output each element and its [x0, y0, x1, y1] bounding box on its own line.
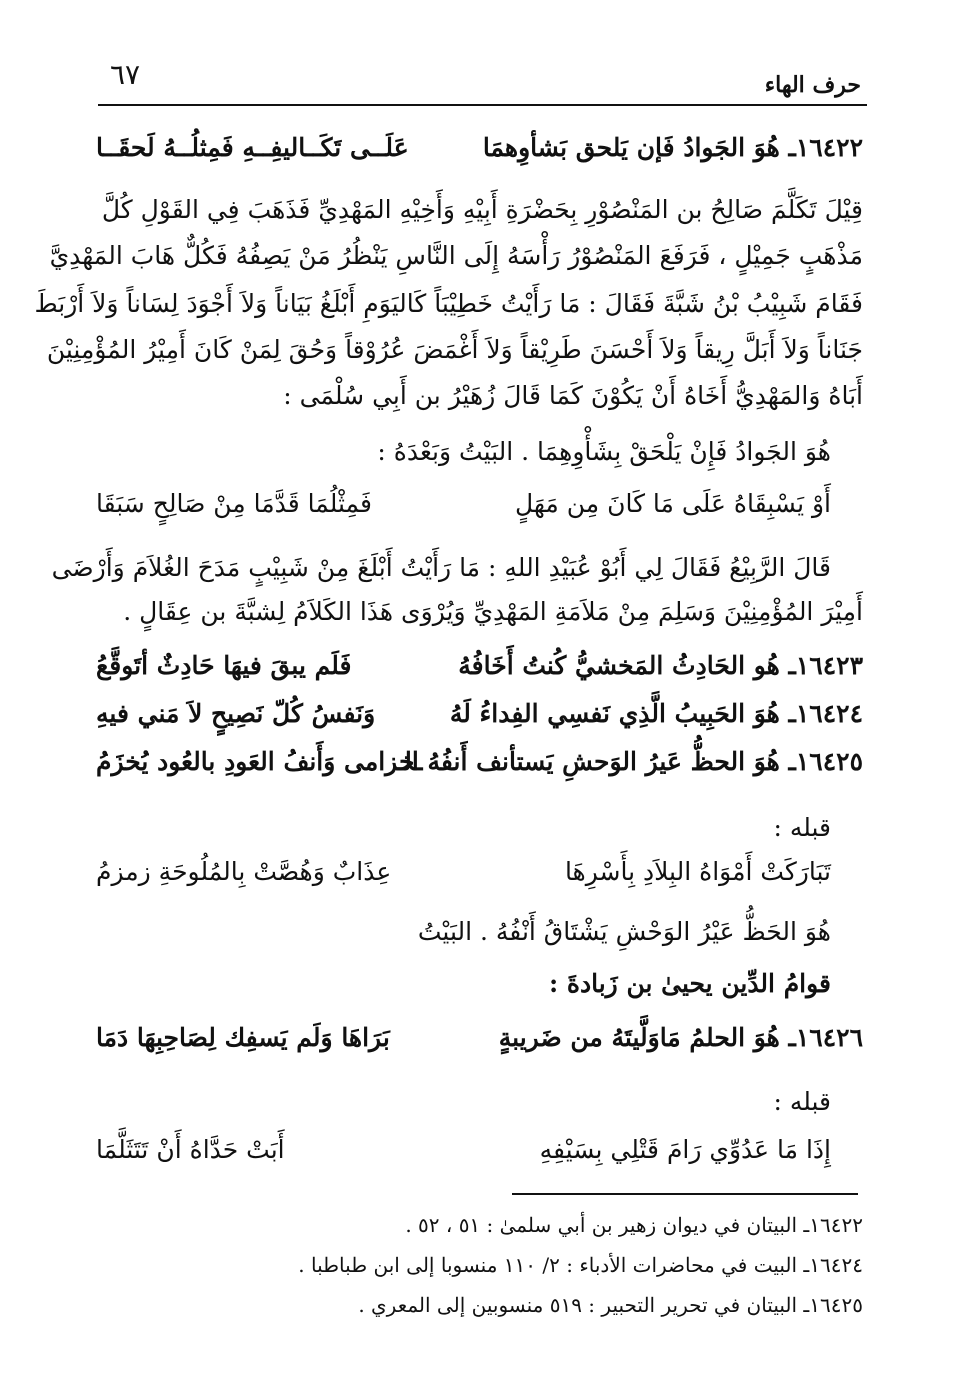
prose-line: فَقَامَ شَبِيْبُ بْنُ شَبَّةَ فَقَالَ : مَا رَأَيْتُ خَطِيْبَاً كَاليَوَمِ أَبْلَغُ بَيَاناً وَلاَ أَجْوَدَ لِسَاناً وَلاَ أَرْبَطَ [34, 289, 863, 318]
verse-second-hemistich: وَنَفسُ كُلّ نَصِيحٍ لاَ مَني فيهِ [96, 699, 376, 728]
verse-first-hemistich: ١٦٤٢٤ـ هُوَ الحَبِيبُ الَّذِي نَفسِي الفِداءُ لَهُ [449, 699, 863, 728]
prose-line: جَنَاناً وَلاَ أَبَلَّ رِيقاً وَلاَ أَحْسَنَ طَرِيْقاً وَلاَ أَغْمَضَ عُرُوْقاً وَحُقَ لِمَنْ كَانَ أَمِيْرُ المُؤْمِنِيْنَ [46, 335, 863, 364]
prose-line: هُوَ الحَظُّ عَيْرُ الوَحْشِ يَشْتَاقُ أَنْفُهُ . البَيْتُ [417, 917, 831, 946]
entry-16423 [96, 646, 863, 690]
prose-line: أَبَاهُ وَالمَهْدِيُّ أَخَاهُ أَنْ يَكُوْنَ كَمَا قَالَ زُهَيْرُ بن أَبِي سُلْمَى : [283, 381, 863, 410]
chapter-title: حرف الهاء [764, 72, 861, 98]
prose-line: قَالَ الرَّبِيْعُ فَقَالَ لِي أَبُوْ عُبَيْدِ اللهِ : مَا رَأَيْتُ أَبْلَغَ مِنْ شَبِيْبٍ مَدَحَ الغُلاَمَ وَأَرْضَى [51, 553, 831, 582]
verse-second-hemistich: عَلَــى تَكَــاليفِــهِ فَمِثلُــهُ لَحقَــا [96, 133, 409, 162]
verse-first-hemistich: تَبَارَكَتْ أَمْوَاهُ البِلاَدِ بِأَسْرِهَا [564, 857, 831, 886]
verse-second-hemistich: بَرَاهَا وَلَم يَسفِك لِصَاحِبِهَا دَمَا [96, 1023, 390, 1052]
header-rule [98, 104, 867, 106]
entry-16425 [96, 742, 863, 786]
verse-first-hemistich: ١٦٤٢٢ـ هُوَ الجَوادُ فَإن يَلحق بَشأوِهمَا [482, 133, 863, 162]
footnote: ١٦٤٢٥ـ البيتان في تحرير التحبير : ٥١٩ منسوبين إلى المعري . [358, 1293, 863, 1317]
verse-first-hemistich: ١٦٤٢٥ـ هُوَ الحظُّ عَيرُ الوَحشِ يَستأنف أَنفُهُ الـ [396, 747, 863, 776]
quoted-verse [96, 1130, 863, 1174]
entry-16426 [96, 1018, 863, 1062]
prose-line: قِيْلَ تَكَلَّمَ صَالِحُ بن المَنْصُوْرِ بِحَضْرَةِ أَبِيْهِ وَأَخِيْهِ المَهْدِيِّ فَذَهَبَ فِي القَوْلِ كُلَّ [101, 195, 863, 224]
verse-second-hemistich: عِذَابٌ وَهُصَّتْ بِالمُلُوحَةِ زمزمُ [96, 857, 392, 886]
prose-line: أَمِيْرَ المُؤْمِنِيْنَ وَسَلِمَ مِنْ مَلاَمَةِ المَهْدِيِّ وَيُرْوَى هَذَا الكَلاَمُ لِشبَّةَ بن عِقَالٍ . [123, 597, 863, 626]
page-number: ٦٧ [110, 58, 141, 91]
footnote-rule [512, 1193, 858, 1195]
quoted-verse [96, 852, 863, 896]
quoted-verse [96, 484, 863, 528]
poet-name: قوامُ الدِّين يحيىٰ بن زَبادةَ : [548, 969, 831, 998]
verse-second-hemistich: فَلَم يبقَ فيهَا حَادِثٌ أتَوقَّعُ [96, 651, 352, 680]
entry-16422-heading [96, 128, 863, 172]
qablahu-label: قبله : [773, 1087, 831, 1116]
verse-second-hemistich: فَمِثْلُمَا قَدَّمَا مِنْ صَالِحٍ سَبَقَا [96, 489, 372, 518]
verse-first-hemistich: إِذَا مَا عَدُوِّي رَامَ قَتْلِي بِسَيْفِهِ [539, 1135, 831, 1164]
verse-first-hemistich: ١٦٤٢٣ـ هُو الحَادِثُ المَخشيُّ كُنتُ أَخَافُهُ [458, 651, 863, 680]
verse-second-hemistich: ـخزامى وَأَنفُ العَودِ بالعُود يُخزَمُ [96, 747, 423, 776]
qablahu-label: قبله : [773, 813, 831, 842]
prose-line: مَذْهَبٍ جَمِيْلٍ ، فَرَفَعَ المَنْصُوْرُ رَأْسَهُ إِلَى النَّاسِ يَنْظُرُ مَنْ يَصِفُهُ فَكُلٌّ هَابَ المَهْدِيَّ [49, 241, 863, 270]
prose-line: هُوَ الجَوادُ فَإِنْ يَلْحَقْ بِشَأْوِهِمَا . البَيْتُ وَبَعْدَهُ : [377, 437, 831, 466]
verse-first-hemistich: أَوْ يَسْبِقَاهُ عَلَى مَا كَانَ مِن مَهَلٍ [514, 489, 831, 518]
verse-second-hemistich: أَبَتْ حَدَّاهُ أَنْ تَتَثَلَّمَا [96, 1135, 285, 1164]
footnote: ١٦٤٢٢ـ البيتان في ديوان زهير بن أبي سلمىٰ : ٥١ ، ٥٢ . [405, 1213, 863, 1237]
entry-16424 [96, 694, 863, 738]
footnote: ١٦٤٢٤ـ البيت في محاضرات الأدباء : ٢/ ١١٠ منسوبا إلى ابن طباطبا . [298, 1253, 863, 1277]
verse-first-hemistich: ١٦٤٢٦ـ هُوَ الحلمُ مَاوَلَّيتَهُ من ضَريبةٍ [498, 1023, 863, 1052]
